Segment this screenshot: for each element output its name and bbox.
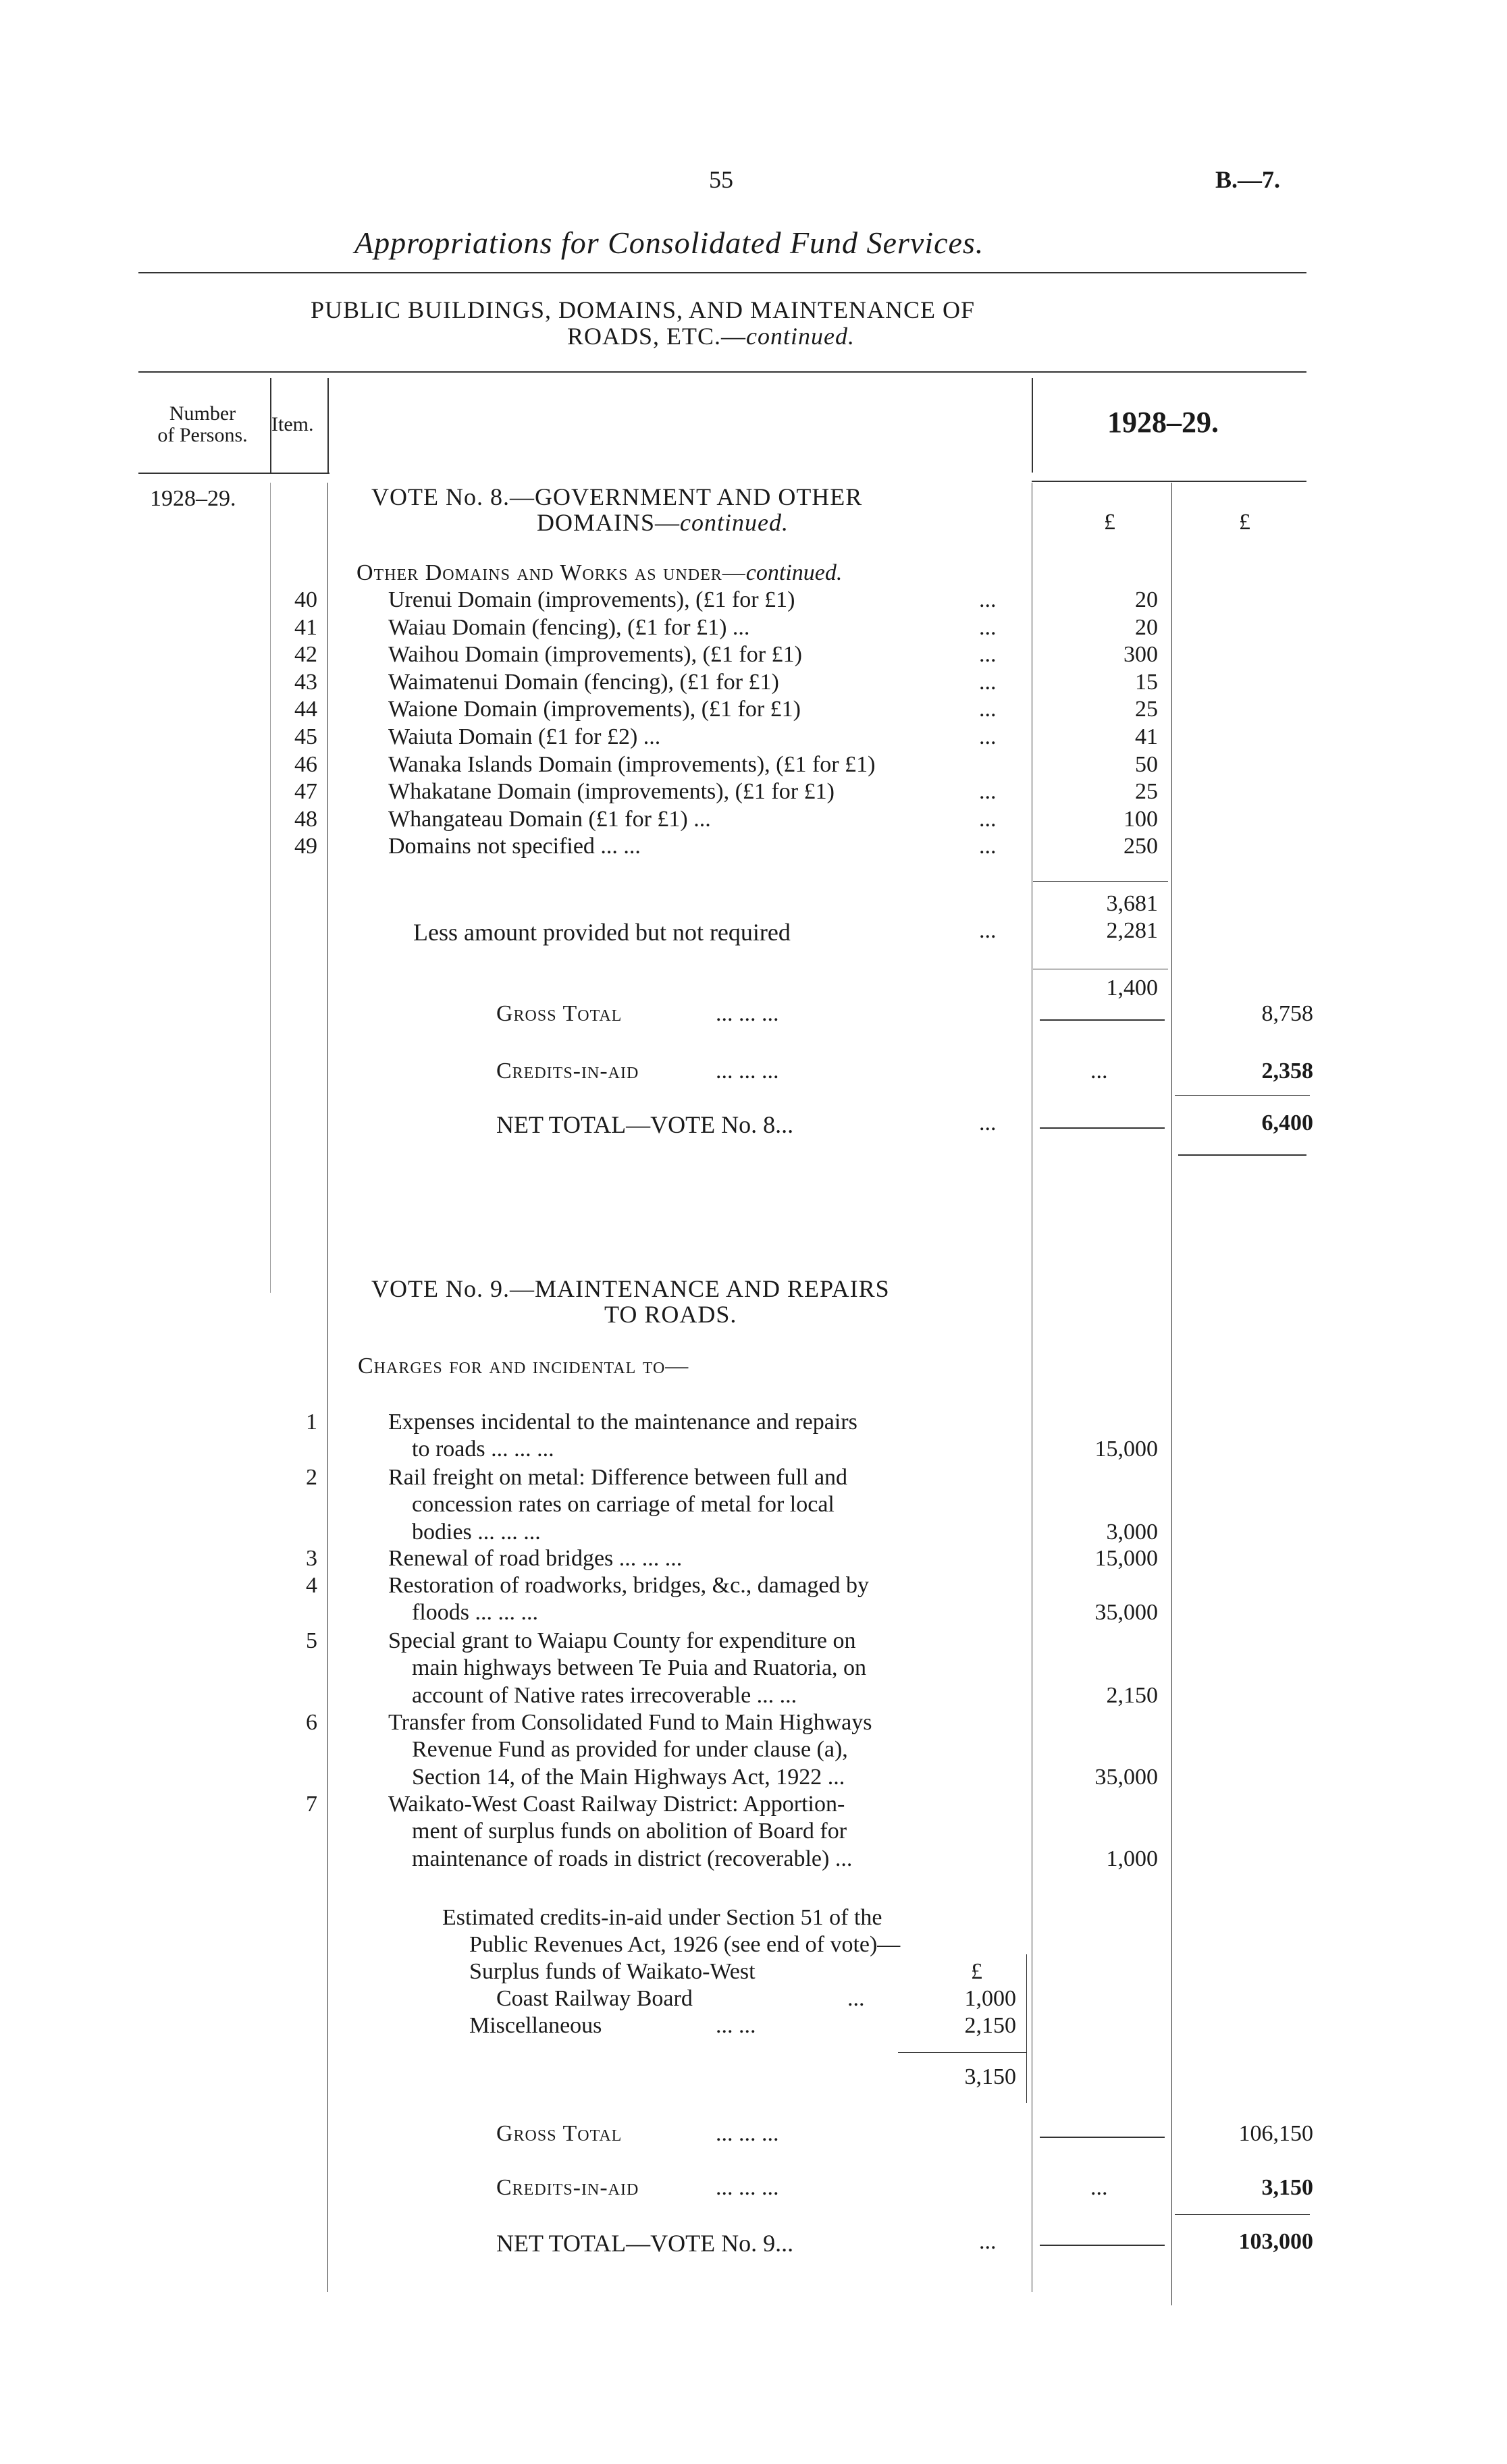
- item-description-line: Restoration of roadworks, bridges, &c., damaged by: [388, 1573, 869, 1598]
- vote8-credits-dots: ... ... ...: [716, 1059, 779, 1083]
- vote9-gross-dots: ... ... ...: [716, 2121, 779, 2146]
- item-amount: 20: [1135, 587, 1158, 612]
- vote8-credits-total: 2,358: [1261, 1059, 1313, 1083]
- item-dots: ...: [979, 642, 997, 667]
- item-amount: 2,150: [1106, 1683, 1158, 1708]
- section-heading-line1: PUBLIC BUILDINGS, DOMAINS, AND MAINTENANCE OF: [311, 296, 976, 323]
- vote8-gross-dash: [1040, 1019, 1165, 1021]
- item-description-line: floods ... ... ...: [412, 1600, 538, 1625]
- page-title: Appropriations for Consolidated Fund Services.: [354, 225, 984, 260]
- column-header-number-line2: of Persons.: [157, 424, 248, 446]
- item-amount: 15,000: [1094, 1437, 1158, 1462]
- header-divider-3: [1032, 378, 1033, 473]
- item-amount: 1,000: [1106, 1846, 1158, 1871]
- item-description: Domains not specified ... ...: [388, 834, 641, 859]
- column-header-item: Item.: [271, 413, 314, 435]
- item-description: Whakatane Domain (improvements), (£1 for £1): [388, 779, 835, 804]
- header-divider-2: [327, 378, 329, 473]
- vote9-surplus-line1: Surplus funds of Waikato-West: [469, 1959, 756, 1984]
- vote8-title-continued: continued.: [680, 509, 789, 536]
- column-header-number-of-persons: [138, 403, 267, 446]
- vote9-surplus-amount: 1,000: [964, 1986, 1016, 2011]
- item-amount: 35,000: [1094, 1600, 1158, 1625]
- column-divider-item: [327, 483, 328, 2292]
- page-number: 55: [709, 166, 733, 193]
- item-amount: 20: [1135, 615, 1158, 640]
- vote9-credits-label: Credits-in-aid: [496, 2175, 639, 2200]
- item-dots: ...: [979, 807, 997, 832]
- vote8-net-total-rule-top: [1175, 1095, 1310, 1096]
- item-description-line: bodies ... ... ...: [412, 1520, 541, 1545]
- item-description: Waione Domain (improvements), (£1 for £1): [388, 697, 801, 722]
- item-amount: 50: [1135, 752, 1158, 777]
- vote8-title-line1: VOTE No. 8.—GOVERNMENT AND OTHER: [371, 483, 863, 510]
- item-amount: 25: [1135, 779, 1158, 804]
- item-amount: 41: [1135, 724, 1158, 749]
- vote9-estimated-divider: [1026, 1954, 1027, 2103]
- item-number: 40: [294, 587, 317, 612]
- header-bottom-rule-year: [1032, 481, 1306, 482]
- table-top-rule: [138, 371, 1306, 373]
- item-description: Waiuta Domain (£1 for £2) ...: [388, 724, 661, 749]
- item-description: Waimatenui Domain (fencing), (£1 for £1): [388, 670, 779, 695]
- vote9-credits-dots: ... ... ...: [716, 2175, 779, 2200]
- item-amount: 100: [1123, 807, 1158, 832]
- vote9-misc-amount: 2,150: [964, 2013, 1016, 2038]
- vote9-estimated-pound: £: [971, 1959, 982, 1984]
- vote9-net-total-label: NET TOTAL—VOTE No. 9...: [496, 2230, 794, 2257]
- item-dots: ...: [979, 670, 997, 695]
- vote8-subheading-continued: continued.: [745, 560, 843, 585]
- vote9-surplus-line2: Coast Railway Board: [496, 1986, 693, 2011]
- vote8-subheading-text: Other Domains and Works as under—: [356, 560, 746, 585]
- item-description-line: main highways between Te Puia and Ruatoria, on: [412, 1655, 867, 1680]
- vote9-net-total: 103,000: [1238, 2229, 1313, 2254]
- item-description: Urenui Domain (improvements), (£1 for £1): [388, 587, 795, 612]
- section-heading-line2: [567, 322, 855, 350]
- item-description-line: Renewal of road bridges ... ... ...: [388, 1546, 683, 1571]
- item-description-line: ment of surplus funds on abolition of Board for: [412, 1819, 847, 1844]
- item-description-line: Section 14, of the Main Highways Act, 1922 ...: [412, 1765, 845, 1790]
- item-number: 1: [306, 1410, 317, 1435]
- item-number: 5: [306, 1628, 317, 1653]
- column-divider-total: [1171, 483, 1172, 2305]
- pound-sign-amount-column: £: [1104, 510, 1115, 535]
- vote8-gross-label: Gross Total: [496, 1001, 623, 1026]
- column-header-number-line1: Number: [169, 402, 236, 425]
- item-description-line: Waikato-West Coast Railway District: Apportion-: [388, 1792, 845, 1817]
- vote8-subtotal-rule: [1033, 881, 1168, 882]
- document-reference: B.—7.: [1215, 166, 1281, 193]
- item-description-line: Expenses incidental to the maintenance and repairs: [388, 1410, 857, 1435]
- item-amount: 25: [1135, 697, 1158, 722]
- item-description-line: maintenance of roads in district (recoverable) ...: [412, 1846, 853, 1871]
- vote9-net-dash: [1040, 2245, 1165, 2246]
- item-number: 43: [294, 670, 317, 695]
- vote9-net-total-rule-top: [1175, 2214, 1310, 2215]
- vote9-title-line2: TO ROADS.: [604, 1301, 737, 1328]
- item-dots: ...: [979, 587, 997, 612]
- item-number: 6: [306, 1710, 317, 1735]
- vote9-misc-dots: ... ...: [716, 2013, 756, 2038]
- vote9-credits-column-dots: ...: [1090, 2175, 1108, 2200]
- item-number: 3: [306, 1546, 317, 1571]
- vote9-gross-dash: [1040, 2137, 1165, 2138]
- vote8-less-label: Less amount provided but not required: [413, 919, 791, 946]
- item-number: 49: [294, 834, 317, 859]
- vote8-credits-column-dots: ...: [1090, 1059, 1108, 1083]
- header-bottom-rule-item: [270, 473, 329, 474]
- column-header-year: 1928–29.: [1107, 406, 1219, 439]
- item-description-line: Revenue Fund as provided for under clause (a),: [412, 1737, 848, 1762]
- item-amount: 15: [1135, 670, 1158, 695]
- header-divider-1: [270, 378, 271, 473]
- item-dots: ...: [979, 615, 997, 640]
- item-number: 44: [294, 697, 317, 722]
- item-description: Waiau Domain (fencing), (£1 for £1) ...: [388, 615, 750, 640]
- vote8-gross-dots: ... ... ...: [716, 1001, 779, 1026]
- item-amount: 300: [1123, 642, 1158, 667]
- section-heading-continued: continued.: [746, 323, 855, 350]
- item-dots: ...: [979, 724, 997, 749]
- vote9-net-total-dots: ...: [979, 2229, 997, 2254]
- vote8-subheading: [356, 560, 842, 586]
- item-description-line: to roads ... ... ...: [412, 1437, 554, 1462]
- vote8-gross-total: 8,758: [1261, 1001, 1313, 1026]
- vote9-estimated-line2: Public Revenues Act, 1926 (see end of vote)—: [469, 1932, 901, 1957]
- item-amount: 35,000: [1094, 1765, 1158, 1790]
- vote9-gross-total: 106,150: [1238, 2121, 1313, 2146]
- item-number: 46: [294, 752, 317, 777]
- item-description-line: Rail freight on metal: Difference between full and: [388, 1465, 848, 1490]
- vote8-title-text: DOMAINS—: [537, 509, 681, 536]
- item-number: 2: [306, 1465, 317, 1490]
- vote8-net-total-dots: ...: [979, 1110, 997, 1135]
- vote8-net-total: 6,400: [1261, 1110, 1313, 1135]
- item-number: 4: [306, 1573, 317, 1598]
- item-amount: 3,000: [1106, 1520, 1158, 1545]
- item-description: Wanaka Islands Domain (improvements), (£1 for £1): [388, 752, 876, 777]
- vote8-net-amount: 1,400: [1106, 975, 1158, 1000]
- vote9-subheading: Charges for and incidental to—: [358, 1354, 689, 1378]
- vote9-gross-label: Gross Total: [496, 2121, 623, 2146]
- vote9-surplus-dots: ...: [847, 1986, 865, 2011]
- title-rule: [138, 272, 1306, 273]
- item-amount: 15,000: [1094, 1546, 1158, 1571]
- vote8-subtotal: 3,681: [1106, 891, 1158, 916]
- header-bottom-rule-left: [138, 473, 273, 474]
- item-dots: ...: [979, 697, 997, 722]
- vote9-title-line1: VOTE No. 9.—MAINTENANCE AND REPAIRS: [371, 1275, 890, 1302]
- vote8-net-total-rule-bottom: [1178, 1154, 1306, 1156]
- item-description-line: Transfer from Consolidated Fund to Main Highways: [388, 1710, 872, 1735]
- vote8-less-amount: 2,281: [1106, 918, 1158, 943]
- vote8-net-total-label: NET TOTAL—VOTE No. 8...: [496, 1111, 794, 1138]
- vote9-estimated-rule: [898, 2052, 1026, 2053]
- item-dots: ...: [979, 779, 997, 804]
- vote8-less-dots: ...: [979, 918, 997, 943]
- vote8-title-line2: [537, 508, 789, 537]
- item-description-line: concession rates on carriage of metal for local: [412, 1492, 835, 1517]
- item-dots: ...: [979, 834, 997, 859]
- vote9-credits-total: 3,150: [1261, 2175, 1313, 2200]
- item-number: 48: [294, 807, 317, 832]
- vote9-estimated-total: 3,150: [964, 2064, 1016, 2089]
- item-number: 41: [294, 615, 317, 640]
- item-amount: 250: [1123, 834, 1158, 859]
- vote9-misc-label: Miscellaneous: [469, 2013, 602, 2038]
- vote8-net-dash: [1040, 1127, 1165, 1129]
- item-number: 42: [294, 642, 317, 667]
- year-label-left: 1928–29.: [150, 486, 236, 511]
- item-description: Waihou Domain (improvements), (£1 for £1): [388, 642, 802, 667]
- vote9-estimated-line1: Estimated credits-in-aid under Section 51 of the: [442, 1905, 882, 1930]
- item-number: 45: [294, 724, 317, 749]
- section-heading-text: ROADS, ETC.—: [567, 323, 747, 350]
- item-number: 7: [306, 1792, 317, 1817]
- item-description-line: Special grant to Waiapu County for expenditure on: [388, 1628, 856, 1653]
- pound-sign-total-column: £: [1239, 510, 1250, 535]
- item-number: 47: [294, 779, 317, 804]
- item-description: Whangateau Domain (£1 for £1) ...: [388, 807, 711, 832]
- vote8-credits-label: Credits-in-aid: [496, 1059, 639, 1083]
- item-description-line: account of Native rates irrecoverable ... ...: [412, 1683, 797, 1708]
